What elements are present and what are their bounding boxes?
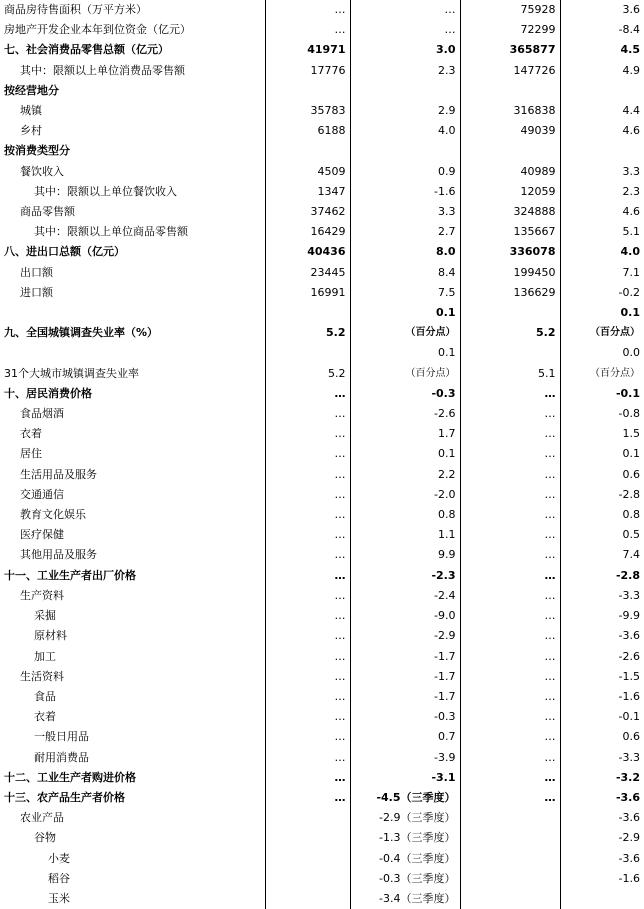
- table-row: [0, 283, 644, 303]
- table-row: [0, 242, 644, 262]
- row-label: 生活用品及服务: [0, 465, 265, 485]
- table-row: [0, 626, 644, 646]
- row-value-cumulative: …: [460, 384, 560, 404]
- row-label: 商品零售额: [0, 202, 265, 222]
- row-label: 食品烟酒: [0, 404, 265, 424]
- row-value-cumulative: 40989: [460, 162, 560, 182]
- table-row: [0, 141, 644, 161]
- row-value-month-growth: -0.4（三季度）: [350, 849, 460, 869]
- row-value-cumulative-growth: -3.6: [618, 811, 640, 825]
- row-label: 十二、工业生产者购进价格: [0, 768, 265, 788]
- row-value-month-growth: 2.7: [350, 222, 460, 242]
- row-value-cumulative-growth-number: 0.1: [620, 306, 640, 320]
- row-value-month-growth: 8.0: [350, 242, 460, 262]
- row-value-month: …: [265, 606, 350, 626]
- row-value-month: …: [265, 424, 350, 444]
- row-value-month: …: [265, 485, 350, 505]
- row-value-cumulative: …: [460, 626, 560, 646]
- row-value-cumulative: [460, 849, 560, 869]
- row-value-cumulative-growth: 0.6: [622, 467, 640, 481]
- row-value-cumulative-growth: -0.1: [618, 710, 640, 724]
- table-row: [0, 202, 644, 222]
- row-value-cumulative: …: [460, 707, 560, 727]
- row-label: 31个大城市城镇调查失业率: [0, 364, 265, 384]
- row-value-month: …: [265, 444, 350, 464]
- table-row: [0, 566, 644, 586]
- row-value-month: 41971: [265, 40, 350, 60]
- row-value-cumulative-growth: 1.5: [622, 427, 640, 441]
- row-value-month-growth: 2.2: [350, 465, 460, 485]
- row-value-cumulative-growth: -3.2: [615, 770, 640, 784]
- table-row: [0, 667, 644, 687]
- table-row: [0, 707, 644, 727]
- row-label: 其中：限额以上单位商品零售额: [0, 222, 265, 242]
- row-value-cumulative-growth: 7.4: [622, 548, 640, 562]
- row-value-month: …: [265, 20, 350, 40]
- row-value-cumulative-growth: 3.3: [622, 164, 640, 178]
- row-value-cumulative-growth: 7.1: [622, 265, 640, 279]
- row-value-month-growth: -9.0: [350, 606, 460, 626]
- row-value-month-growth: -1.7: [350, 647, 460, 667]
- row-value-month: 1347: [265, 182, 350, 202]
- row-value-month-growth: -1.7: [350, 687, 460, 707]
- row-value-cumulative: [460, 828, 560, 848]
- row-value-month: …: [265, 768, 350, 788]
- row-value-cumulative-growth: -2.8: [615, 568, 640, 582]
- row-value-cumulative-growth: -8.4: [618, 23, 640, 37]
- row-value-month-growth: -3.9: [350, 748, 460, 768]
- row-value-cumulative: [460, 869, 560, 889]
- table-row: [0, 424, 644, 444]
- table-row: [0, 384, 644, 404]
- row-value-cumulative-growth: [560, 81, 644, 101]
- row-value-month-growth: [350, 141, 460, 161]
- table-row: [0, 222, 644, 242]
- row-value-month: 37462: [265, 202, 350, 222]
- row-value-month-growth: （百分点）: [350, 323, 460, 343]
- row-label: 九、全国城镇调查失业率（%）: [0, 323, 265, 343]
- row-value-month-growth: -0.3: [350, 384, 460, 404]
- table-row: [0, 364, 644, 384]
- row-value-cumulative-growth: 0.8: [622, 508, 640, 522]
- row-label: 出口额: [0, 263, 265, 283]
- row-value-month-growth: -3.1: [350, 768, 460, 788]
- row-value-cumulative-growth: -0.8: [618, 407, 640, 421]
- row-value-cumulative: …: [460, 687, 560, 707]
- row-value-cumulative-blank: [460, 303, 560, 323]
- row-value-cumulative-growth: 0.6: [622, 730, 640, 744]
- row-value-cumulative: …: [460, 465, 560, 485]
- table-row: [0, 828, 644, 848]
- row-label: 耐用消费品: [0, 748, 265, 768]
- row-value-cumulative-growth: 4.5: [620, 43, 640, 57]
- table-row: [0, 404, 644, 424]
- row-value-cumulative: [460, 141, 560, 161]
- row-label: 衣着: [0, 424, 265, 444]
- row-value-month-growth: -1.7: [350, 667, 460, 687]
- row-value-month-growth: 0.7: [350, 727, 460, 747]
- row-value-cumulative: [460, 81, 560, 101]
- row-value-month-growth: 2.9: [350, 101, 460, 121]
- row-value-month-growth: -2.9: [350, 626, 460, 646]
- row-value-cumulative: …: [460, 586, 560, 606]
- row-value-month: 6188: [265, 121, 350, 141]
- row-label: 十、居民消费价格: [0, 384, 265, 404]
- row-value-cumulative: …: [460, 606, 560, 626]
- row-value-month-growth: 4.0: [350, 121, 460, 141]
- row-value-cumulative: …: [460, 566, 560, 586]
- row-value-month: 5.2: [265, 323, 350, 343]
- row-value-cumulative-growth: -2.9: [618, 831, 640, 845]
- row-value-cumulative: …: [460, 647, 560, 667]
- row-value-month-growth-number: 0.1: [350, 303, 460, 323]
- row-value-cumulative-growth: -1.5: [618, 669, 640, 683]
- row-value-month: …: [265, 586, 350, 606]
- row-label: 商品房待售面积（万平方米）: [0, 0, 265, 20]
- row-value-cumulative: …: [460, 444, 560, 464]
- row-value-cumulative: 72299: [460, 20, 560, 40]
- row-label: 按经营地分: [0, 81, 265, 101]
- table-row: [0, 788, 644, 808]
- row-label: 生活资料: [0, 667, 265, 687]
- row-value-cumulative: 75928: [460, 0, 560, 20]
- row-value-month: 5.2: [265, 364, 350, 384]
- row-value-cumulative-growth: 2.3: [622, 184, 640, 198]
- row-value-cumulative: 12059: [460, 182, 560, 202]
- row-value-month-growth: [350, 81, 460, 101]
- row-value-month: 23445: [265, 263, 350, 283]
- row-value-month-growth: （百分点）: [350, 364, 460, 384]
- row-value-month: …: [265, 667, 350, 687]
- row-value-cumulative-growth: 4.0: [620, 245, 640, 259]
- table-row: [0, 101, 644, 121]
- row-label: 按消费类型分: [0, 141, 265, 161]
- row-value-cumulative-growth: （百分点）: [590, 327, 640, 339]
- row-label: 城镇: [0, 101, 265, 121]
- table-row: [0, 869, 644, 889]
- row-value-cumulative: …: [460, 748, 560, 768]
- row-value-month-growth: 0.1: [350, 444, 460, 464]
- row-value-cumulative-growth: 0.1: [622, 447, 640, 461]
- row-label: 其他用品及服务: [0, 545, 265, 565]
- row-value-cumulative-growth: [560, 141, 644, 161]
- row-value-cumulative: 365877: [460, 40, 560, 60]
- row-value-cumulative: …: [460, 525, 560, 545]
- table-row: [0, 485, 644, 505]
- row-value-month-growth: -2.0: [350, 485, 460, 505]
- row-value-cumulative: …: [460, 485, 560, 505]
- row-label: 加工: [0, 647, 265, 667]
- row-value-month: [265, 849, 350, 869]
- row-value-cumulative: 316838: [460, 101, 560, 121]
- row-label-continuation: [0, 343, 265, 363]
- row-label: 玉米: [0, 889, 265, 909]
- table-row: [0, 889, 644, 909]
- row-value-cumulative-growth: 4.6: [622, 124, 640, 138]
- row-value-month: 17776: [265, 61, 350, 81]
- row-value-cumulative-growth: -0.2: [618, 285, 640, 299]
- row-value-month-growth: -0.3: [350, 707, 460, 727]
- row-value-cumulative: [460, 808, 560, 828]
- row-value-month: [265, 828, 350, 848]
- row-value-month-growth: 2.3: [350, 61, 460, 81]
- row-label: 进口额: [0, 283, 265, 303]
- row-value-month: …: [265, 525, 350, 545]
- row-value-cumulative: 5.2: [460, 323, 560, 343]
- row-value-month: …: [265, 727, 350, 747]
- table-row: [0, 182, 644, 202]
- row-value-month-growth: 1.7: [350, 424, 460, 444]
- row-value-cumulative-growth: -1.6: [618, 871, 640, 885]
- row-value-month-growth: -1.3（三季度）: [350, 828, 460, 848]
- row-value-month-growth: 0.9: [350, 162, 460, 182]
- row-label: 谷物: [0, 828, 265, 848]
- row-value-month-growth: …: [350, 20, 460, 40]
- row-value-cumulative: …: [460, 424, 560, 444]
- row-value-month-growth: -2.3: [350, 566, 460, 586]
- row-value-cumulative-growth: -3.6: [618, 629, 640, 643]
- row-label: 居住: [0, 444, 265, 464]
- row-value-month: [265, 808, 350, 828]
- row-value-month-growth: -2.4: [350, 586, 460, 606]
- row-value-month-growth: 8.4: [350, 263, 460, 283]
- row-label: 十三、农产品生产者价格: [0, 788, 265, 808]
- row-label: 其中：限额以上单位餐饮收入: [0, 182, 265, 202]
- table-row: [0, 545, 644, 565]
- row-value-month-growth: 3.3: [350, 202, 460, 222]
- row-label: 十一、工业生产者出厂价格: [0, 566, 265, 586]
- row-value-month-growth: -0.3（三季度）: [350, 869, 460, 889]
- row-value-month: 16991: [265, 283, 350, 303]
- row-value-month: 4509: [265, 162, 350, 182]
- row-value-cumulative: …: [460, 404, 560, 424]
- row-value-month: [265, 141, 350, 161]
- row-label: 八、进出口总额（亿元）: [0, 242, 265, 262]
- row-value-cumulative: 136629: [460, 283, 560, 303]
- row-value-cumulative-growth: -3.6: [618, 851, 640, 865]
- row-value-cumulative-growth: 3.6: [622, 3, 640, 16]
- row-label: 教育文化娱乐: [0, 505, 265, 525]
- table-row: [0, 727, 644, 747]
- row-value-month: …: [265, 788, 350, 808]
- row-value-cumulative: 5.1: [460, 364, 560, 384]
- row-value-month-growth: -3.4（三季度）: [350, 889, 460, 909]
- row-value-month: 35783: [265, 101, 350, 121]
- table-row: [0, 586, 644, 606]
- row-label: 七、社会消费品零售总额（亿元）: [0, 40, 265, 60]
- row-value-month: [265, 889, 350, 909]
- table-row: [0, 323, 644, 343]
- row-value-cumulative: …: [460, 505, 560, 525]
- row-value-cumulative: 199450: [460, 263, 560, 283]
- row-label-continuation: [0, 303, 265, 323]
- row-label: 原材料: [0, 626, 265, 646]
- row-value-cumulative-growth: -9.9: [618, 609, 640, 623]
- row-value-cumulative: 49039: [460, 121, 560, 141]
- table-row: [0, 525, 644, 545]
- row-value-cumulative: …: [460, 545, 560, 565]
- table-row: [0, 808, 644, 828]
- row-value-month: …: [265, 545, 350, 565]
- row-value-cumulative-growth: 0.5: [622, 528, 640, 542]
- table-row: [0, 40, 644, 60]
- row-value-cumulative-growth: -3.3: [618, 750, 640, 764]
- row-value-cumulative-growth-number: 0.0: [622, 346, 640, 360]
- row-label: 乡村: [0, 121, 265, 141]
- table-row: [0, 465, 644, 485]
- row-value-cumulative-growth: 4.4: [622, 104, 640, 118]
- row-value-month-growth: -2.9（三季度）: [350, 808, 460, 828]
- row-value-month: …: [265, 647, 350, 667]
- row-value-month: [265, 81, 350, 101]
- row-value-month-growth-number: 0.1: [350, 343, 460, 363]
- row-value-month: 16429: [265, 222, 350, 242]
- table-row: [0, 748, 644, 768]
- table-row: [0, 162, 644, 182]
- row-value-month-growth: 1.1: [350, 525, 460, 545]
- row-value-month: …: [265, 465, 350, 485]
- row-value-month-growth: -2.6: [350, 404, 460, 424]
- row-value-month: …: [265, 404, 350, 424]
- table-row: [0, 263, 644, 283]
- row-value-cumulative: 135667: [460, 222, 560, 242]
- row-value-cumulative-growth: -2.8: [618, 487, 640, 501]
- table-row-note-value: [0, 343, 644, 363]
- row-label: 农业产品: [0, 808, 265, 828]
- row-value-month: …: [265, 687, 350, 707]
- row-value-cumulative: …: [460, 768, 560, 788]
- row-value-month: …: [265, 505, 350, 525]
- table-row: [0, 687, 644, 707]
- row-label: 稻谷: [0, 869, 265, 889]
- table-row: [0, 849, 644, 869]
- table-row: [0, 121, 644, 141]
- row-value-month-growth: 3.0: [350, 40, 460, 60]
- row-value-cumulative-growth: -2.6: [618, 649, 640, 663]
- row-value-month-growth: 0.8: [350, 505, 460, 525]
- row-value-month: …: [265, 0, 350, 20]
- table-row: [0, 505, 644, 525]
- row-value-cumulative-growth: 4.6: [622, 205, 640, 219]
- row-value-month-growth: -4.5（三季度）: [350, 788, 460, 808]
- table-row: [0, 768, 644, 788]
- row-value-month: [265, 869, 350, 889]
- table-row: [0, 81, 644, 101]
- row-value-month-growth: -1.6: [350, 182, 460, 202]
- row-value-cumulative-blank: [460, 343, 560, 363]
- row-value-cumulative-growth: -3.6: [615, 790, 640, 804]
- row-value-month-blank: [265, 303, 350, 323]
- table-row: [0, 0, 644, 20]
- table-row: [0, 20, 644, 40]
- table-row-note-value: [0, 303, 644, 323]
- row-value-month-growth: 9.9: [350, 545, 460, 565]
- row-value-month-blank: [265, 343, 350, 363]
- row-value-month: …: [265, 748, 350, 768]
- row-value-cumulative: [460, 889, 560, 909]
- table-row: [0, 61, 644, 81]
- row-label: 衣着: [0, 707, 265, 727]
- row-value-cumulative: 336078: [460, 242, 560, 262]
- row-value-month: 40436: [265, 242, 350, 262]
- row-label: 小麦: [0, 849, 265, 869]
- row-value-cumulative-growth: 4.9: [622, 63, 640, 77]
- row-value-cumulative: …: [460, 727, 560, 747]
- row-value-cumulative: …: [460, 788, 560, 808]
- row-value-cumulative-growth: [560, 889, 644, 909]
- row-label: 其中：限额以上单位消费品零售额: [0, 61, 265, 81]
- row-label: 医疗保健: [0, 525, 265, 545]
- row-value-month-growth: …: [350, 0, 460, 20]
- table-row: [0, 444, 644, 464]
- row-value-month: …: [265, 707, 350, 727]
- row-value-cumulative-growth: -3.3: [618, 588, 640, 602]
- row-label: 餐饮收入: [0, 162, 265, 182]
- row-label: 生产资料: [0, 586, 265, 606]
- row-label: 交通通信: [0, 485, 265, 505]
- row-label: 采掘: [0, 606, 265, 626]
- row-value-cumulative-growth: 5.1: [622, 225, 640, 239]
- row-value-cumulative-growth: （百分点）: [590, 367, 640, 379]
- row-value-cumulative-growth: -0.1: [615, 386, 640, 400]
- row-value-month-growth: 7.5: [350, 283, 460, 303]
- row-value-month: …: [265, 566, 350, 586]
- row-label: 食品: [0, 687, 265, 707]
- row-value-cumulative-growth: -1.6: [618, 689, 640, 703]
- row-label: 一般日用品: [0, 727, 265, 747]
- row-value-cumulative: 324888: [460, 202, 560, 222]
- table-row: [0, 606, 644, 626]
- row-value-month: …: [265, 384, 350, 404]
- row-value-month: …: [265, 626, 350, 646]
- row-label: 房地产开发企业本年到位资金（亿元）: [0, 20, 265, 40]
- row-value-cumulative: …: [460, 667, 560, 687]
- row-value-cumulative: 147726: [460, 61, 560, 81]
- table-row: [0, 647, 644, 667]
